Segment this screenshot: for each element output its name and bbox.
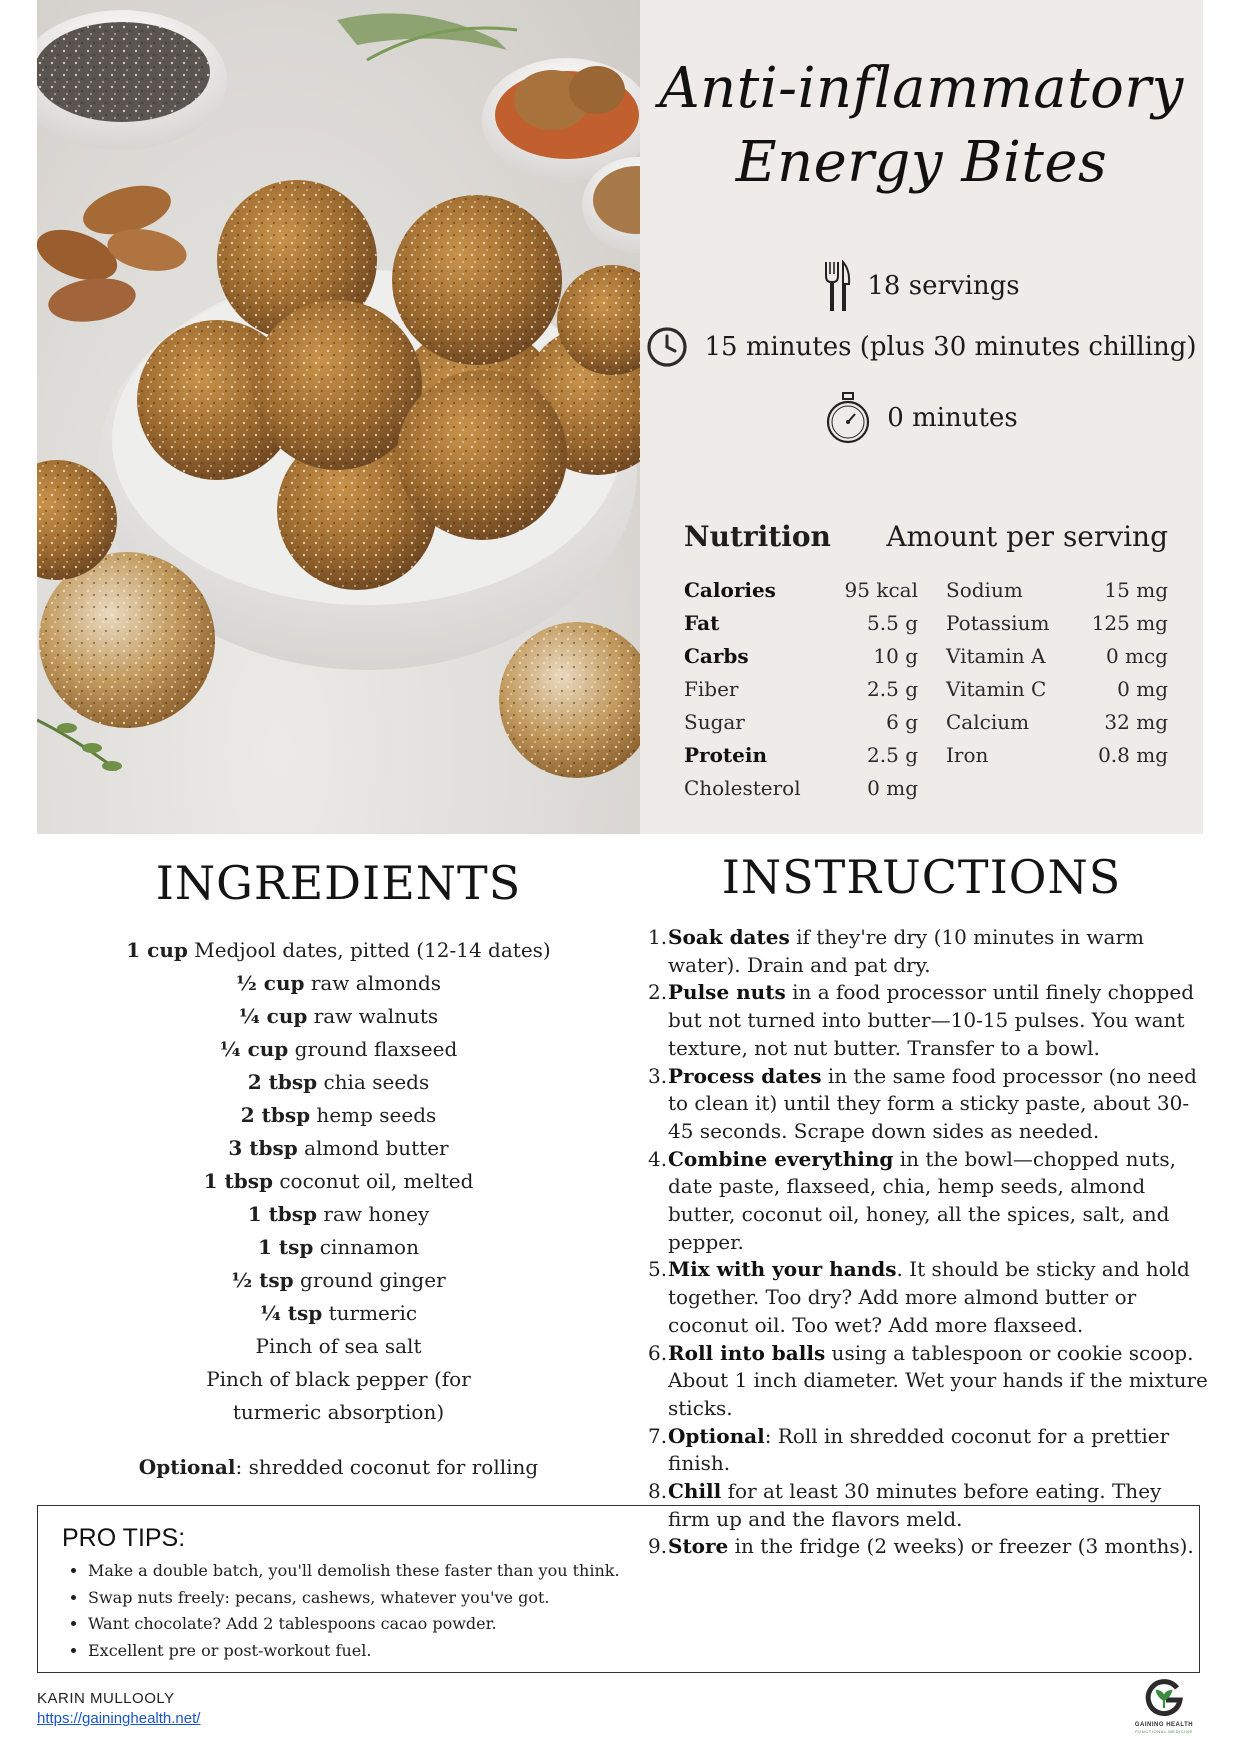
logo-tagline: FUNCTIONAL MEDICINE bbox=[1135, 1729, 1193, 1734]
ingredient-item: 1 tsp cinnamon bbox=[258, 1235, 419, 1259]
nutrition-value: 2.5 g bbox=[867, 676, 918, 701]
ingredient-item: ¼ tsp turmeric bbox=[259, 1301, 418, 1325]
nutrition-item-fat bbox=[684, 606, 918, 639]
ingredient-item: ¼ cup ground flaxseed bbox=[219, 1037, 458, 1061]
instruction-step: 8. Chill for at least 30 minutes before eating. They firm up and the flavors meld. bbox=[648, 1479, 1162, 1531]
ingredient-item: Pinch of black pepper (for turmeric absorption) bbox=[206, 1367, 471, 1424]
instruction-step: 7. Optional: Roll in shredded coconut for a prettier finish. bbox=[648, 1423, 1170, 1476]
recipe-title bbox=[640, 52, 1203, 200]
nutrition-label: Calcium bbox=[946, 709, 1030, 734]
servings-text: 18 servings bbox=[867, 271, 1020, 301]
nutrition-label: Potassium bbox=[946, 610, 1050, 635]
recipe-title-line1: Anti-inflammatory bbox=[659, 56, 1184, 121]
nutrition-value: 5.5 g bbox=[867, 610, 918, 635]
nutrition-label: Sugar bbox=[684, 709, 745, 734]
ingredients-heading: INGREDIENTS bbox=[155, 856, 522, 910]
nutrition-item-cholesterol bbox=[684, 771, 918, 804]
nutrition-value: 0 mg bbox=[1117, 676, 1168, 701]
pro-tip-item: • Excellent pre or post-workout fuel. bbox=[88, 1638, 620, 1665]
instruction-step: 5. Mix with your hands. It should be sticky and hold together. Too dry? Add more almond butter or coconut oil. Too wet? Add more flaxseed. bbox=[648, 1257, 1190, 1337]
nutrition-item-protein bbox=[684, 738, 918, 771]
instruction-step: 2. Pulse nuts in a food processor until finely chopped but not turned into butter—10-15 pulses. You want texture, not nut butter. Transfer to a bowl. bbox=[648, 980, 1194, 1060]
nutrition-value: 0 mcg bbox=[1105, 643, 1168, 668]
pro-tips-heading: PRO TIPS: bbox=[62, 1524, 186, 1552]
author-name: KARIN MULLOOLY bbox=[37, 1690, 175, 1707]
pro-tip-item: • Want chocolate? Add 2 tablespoons cacao powder. bbox=[88, 1611, 620, 1638]
nutrition-label: Carbs bbox=[684, 643, 749, 668]
ingredient-item: 2 tbsp hemp seeds bbox=[240, 1103, 437, 1127]
nutrition-item-sugar bbox=[684, 705, 918, 738]
nutrition-label: Protein bbox=[684, 742, 768, 767]
instruction-step: 1. Soak dates if they're dry (10 minutes in warm water). Drain and pat dry. bbox=[648, 925, 1145, 977]
nutrition-item-vitamin-c bbox=[946, 672, 1168, 705]
ingredient-item: Pinch of sea salt bbox=[255, 1334, 422, 1358]
nutrition-value: 10 g bbox=[873, 643, 918, 668]
nutrition-item-carbs bbox=[684, 639, 918, 672]
nutrition-label: Cholesterol bbox=[684, 775, 801, 800]
recipe-title-line2: Energy Bites bbox=[735, 130, 1108, 195]
instruction-step: 6. Roll into balls using a tablespoon or cookie scoop. About 1 inch diameter. Wet your hands if the mixture sticks. bbox=[648, 1340, 1208, 1420]
nutrition-value: 0.8 mg bbox=[1098, 742, 1168, 767]
nutrition-item-vitamin-a bbox=[946, 639, 1168, 672]
nutrition-value: 125 mg bbox=[1091, 610, 1168, 635]
nutrition-subheading: Amount per serving bbox=[886, 520, 1168, 553]
prep-time-text: 15 minutes (plus 30 minutes chilling) bbox=[704, 332, 1197, 362]
instructions-heading: INSTRUCTIONS bbox=[721, 850, 1122, 904]
nutrition-value: 6 g bbox=[886, 709, 918, 734]
nutrition-value: 2.5 g bbox=[867, 742, 918, 767]
nutrition-item-fiber bbox=[684, 672, 918, 705]
nutrition-item-potassium bbox=[946, 606, 1168, 639]
instructions-list bbox=[648, 924, 1208, 1561]
ingredient-item: 1 tbsp raw honey bbox=[247, 1202, 430, 1226]
servings-row bbox=[640, 260, 1203, 312]
nutrition-value: 0 mg bbox=[867, 775, 918, 800]
instruction-step: 3. Process dates in the same food processor (no need to clean it) until they form a sticky paste, about 30-45 seconds. Scrape down sides as needed. bbox=[648, 1063, 1197, 1143]
stopwatch-icon bbox=[825, 392, 871, 444]
logo-icon bbox=[1144, 1678, 1184, 1718]
nutrition-value: 15 mg bbox=[1104, 577, 1168, 602]
nutrition-value: 32 mg bbox=[1104, 709, 1168, 734]
pro-tip-item: • Swap nuts freely: pecans, cashews, whatever you've got. bbox=[88, 1585, 620, 1612]
ingredient-item: ½ cup raw almonds bbox=[235, 971, 442, 995]
logo-name: GAINING HEALTH bbox=[1134, 1722, 1194, 1728]
nutrition-label: Sodium bbox=[946, 577, 1023, 602]
clock-icon bbox=[646, 326, 688, 368]
ingredient-item: 3 tbsp almond butter bbox=[228, 1136, 449, 1160]
cook-time-text: 0 minutes bbox=[887, 403, 1018, 433]
recipe-photo bbox=[37, 0, 640, 834]
recipe-header-panel bbox=[640, 0, 1203, 834]
ingredient-optional: Optional: shredded coconut for rolling bbox=[138, 1455, 539, 1479]
nutrition-value: 95 kcal bbox=[844, 577, 918, 602]
gaining-health-logo bbox=[1121, 1678, 1207, 1738]
nutrition-label: Calories bbox=[684, 577, 776, 602]
nutrition-header bbox=[684, 520, 1168, 553]
nutrition-label: Fat bbox=[684, 610, 720, 635]
fork-knife-icon bbox=[823, 260, 851, 312]
nutrition-label: Fiber bbox=[684, 676, 739, 701]
nutrition-heading: Nutrition bbox=[684, 520, 831, 553]
ingredient-item: ¼ cup raw walnuts bbox=[238, 1004, 439, 1028]
instruction-step: 9. Store in the fridge (2 weeks) or freezer (3 months). bbox=[648, 1534, 1194, 1559]
pro-tips-box bbox=[37, 1505, 1200, 1673]
pro-tips-list bbox=[62, 1558, 620, 1664]
pro-tip-item: • Make a double batch, you'll demolish these faster than you think. bbox=[88, 1558, 620, 1585]
cook-time-row bbox=[640, 392, 1203, 444]
instruction-step: 4. Combine everything in the bowl—chopped nuts, date paste, flaxseed, chia, hemp seeds, almond butter, coconut oil, honey, all the spices, salt, and pepper. bbox=[648, 1146, 1176, 1254]
nutrition-column-left bbox=[684, 573, 918, 804]
nutrition-item-iron bbox=[946, 738, 1168, 771]
nutrition-item-calcium bbox=[946, 705, 1168, 738]
ingredient-item: ½ tsp ground ginger bbox=[231, 1268, 446, 1292]
ingredient-item: 1 cup Medjool dates, pitted (12-14 dates) bbox=[126, 938, 551, 962]
nutrition-label: Iron bbox=[946, 742, 989, 767]
prep-time-row bbox=[640, 326, 1203, 368]
nutrition-column-right bbox=[946, 573, 1168, 771]
nutrition-label: Vitamin C bbox=[946, 676, 1047, 701]
ingredient-item: 1 tbsp coconut oil, melted bbox=[203, 1169, 474, 1193]
nutrition-item-calories bbox=[684, 573, 918, 606]
website-link[interactable]: https://gaininghealth.net/ bbox=[37, 1710, 201, 1727]
nutrition-label: Vitamin A bbox=[946, 643, 1046, 668]
ingredients-list bbox=[37, 934, 640, 1429]
ingredient-item: 2 tbsp chia seeds bbox=[247, 1070, 430, 1094]
nutrition-item-sodium bbox=[946, 573, 1168, 606]
